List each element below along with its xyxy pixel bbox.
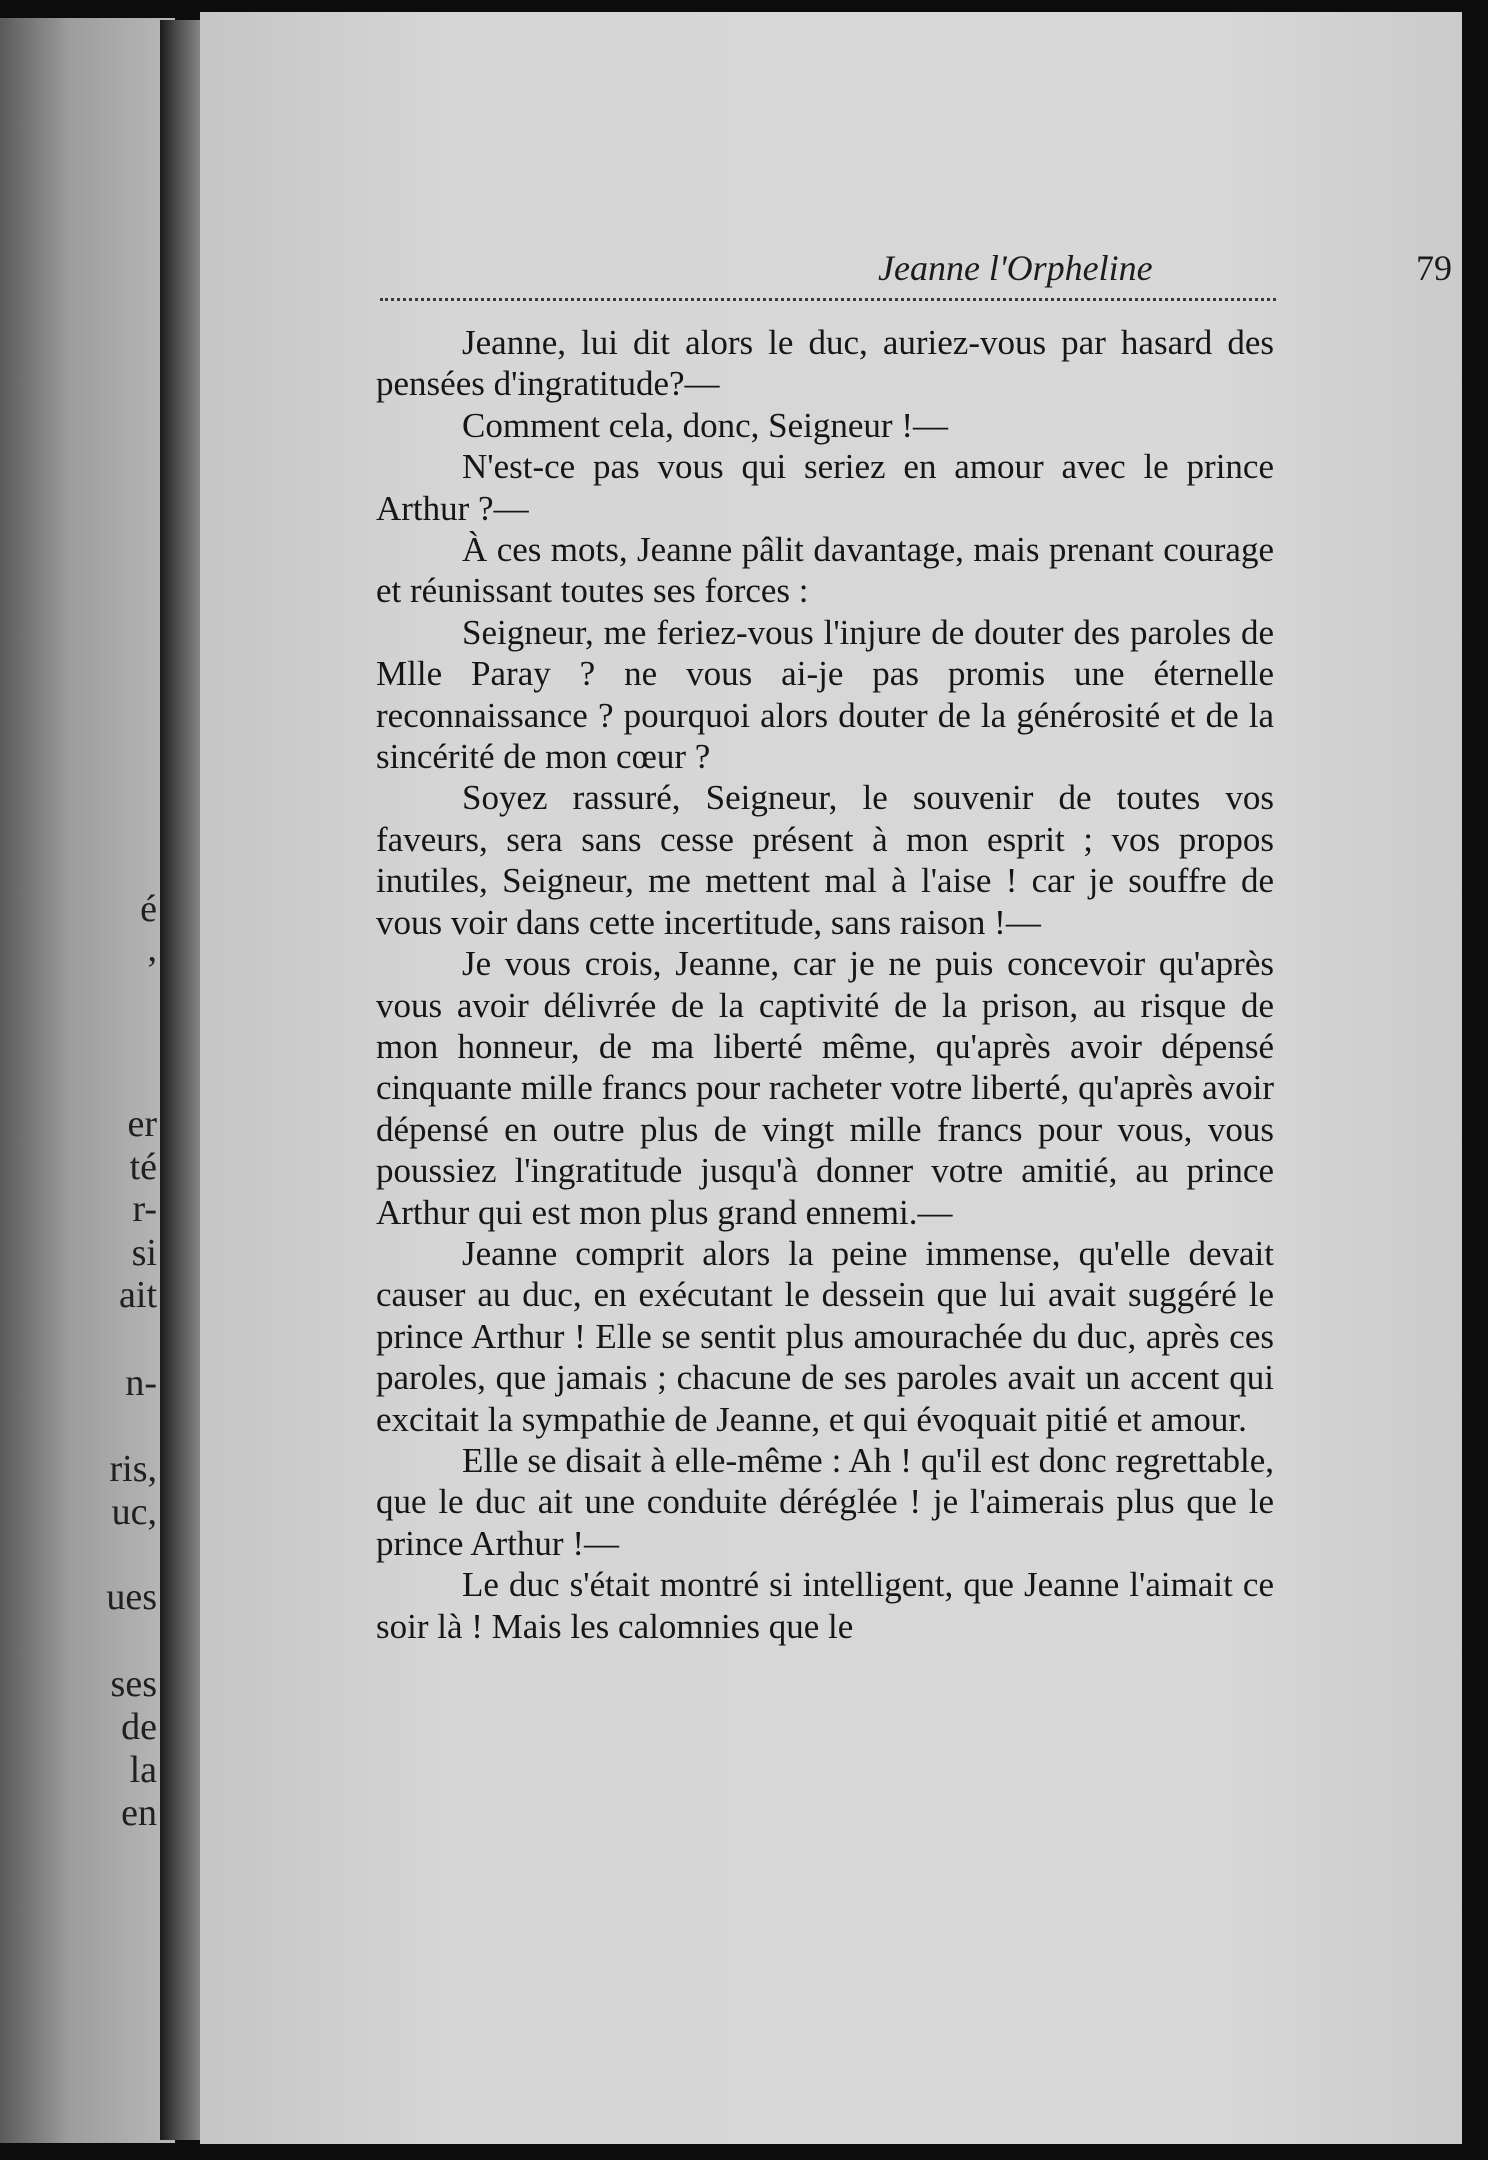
left-page-fragment: n- — [125, 1362, 157, 1404]
left-page-fragment: er — [127, 1103, 157, 1145]
paragraph: Le duc s'était montré si intelligent, que Jeanne l'aimait ce soir là ! Mais les calomnies que le — [376, 1565, 1274, 1646]
running-title: Jeanne l'Orpheline — [878, 248, 1153, 288]
paragraph: Je vous crois, Jeanne, car je ne puis concevoir qu'après vous avoir délivrée de la captivité de la prison, au risque de mon honneur, de ma liberté même, qu'après avoir dépensé cinquante mille francs pour racheter votre liberté, qu'après avoir dépensé en outre plus de vingt mille francs pour vous, vous poussiez l'ingratitude jusqu'à donner votre amitié, au prince Arthur qui est mon plus grand ennemi.— — [376, 944, 1274, 1232]
body-text — [376, 322, 1274, 1647]
left-page-fragment: ris, — [109, 1448, 157, 1490]
left-page-fragment: uc, — [111, 1491, 157, 1533]
paragraph: Soyez rassuré, Seigneur, le souvenir de toutes vos faveurs, sera sans cesse présent à mon esprit ; vos propos inutiles, Seigneur, me mettent mal à l'aise ! car je souffre de vous voir dans cette incertitude, sans raison !— — [376, 778, 1274, 942]
paragraph: À ces mots, Jeanne pâlit davantage, mais prenant courage et réunissant toutes ses forces : — [376, 530, 1274, 611]
left-page-fragment: la — [129, 1749, 157, 1791]
left-page-fragment: si — [131, 1232, 157, 1274]
paragraph: Comment cela, donc, Seigneur !— — [462, 405, 948, 445]
paragraph: Seigneur, me feriez-vous l'injure de douter des paroles de Mlle Paray ? ne vous ai-je pas promis une éternelle reconnaissance ? pourquoi alors douter de la générosité et de la sincérité de mon cœur ? — [376, 612, 1274, 777]
left-page-fragment: é — [140, 888, 157, 930]
left-page-fragment: de — [121, 1706, 157, 1748]
left-page-fragment: ues — [106, 1576, 157, 1618]
left-page-fragment: ses — [110, 1663, 157, 1705]
page-header — [376, 242, 1476, 292]
paragraph: Jeanne comprit alors la peine immense, qu'elle devait causer au duc, en exécutant le dessein que lui avait suggéré le prince Arthur ! Elle se sentit plus amourachée du duc, après ces paroles, que jamais ; chacune de ses paroles avait un accent qui excitait la sympathie de Jeanne, et qui évoquait pitié et amour. — [376, 1233, 1274, 1439]
page-number: 79 — [1416, 248, 1452, 288]
paragraph: Elle se disait à elle-même : Ah ! qu'il est donc regrettable, que le duc ait une conduite déréglée ! je l'aimerais plus que le prince Arthur !— — [376, 1440, 1274, 1563]
header-rule — [380, 298, 1276, 301]
paragraph: N'est-ce pas vous qui seriez en amour avec le prince Arthur ?— — [376, 447, 1274, 528]
left-page-edge — [0, 18, 175, 2143]
left-page-fragment: , — [147, 928, 157, 970]
left-page-fragment: r- — [132, 1188, 157, 1230]
left-page-fragment: té — [129, 1146, 157, 1188]
left-page-fragment: en — [121, 1792, 157, 1834]
left-page-fragment: ait — [119, 1274, 157, 1316]
paragraph: Jeanne, lui dit alors le duc, auriez-vous par hasard des pensées d'ingratitude?— — [376, 323, 1274, 404]
